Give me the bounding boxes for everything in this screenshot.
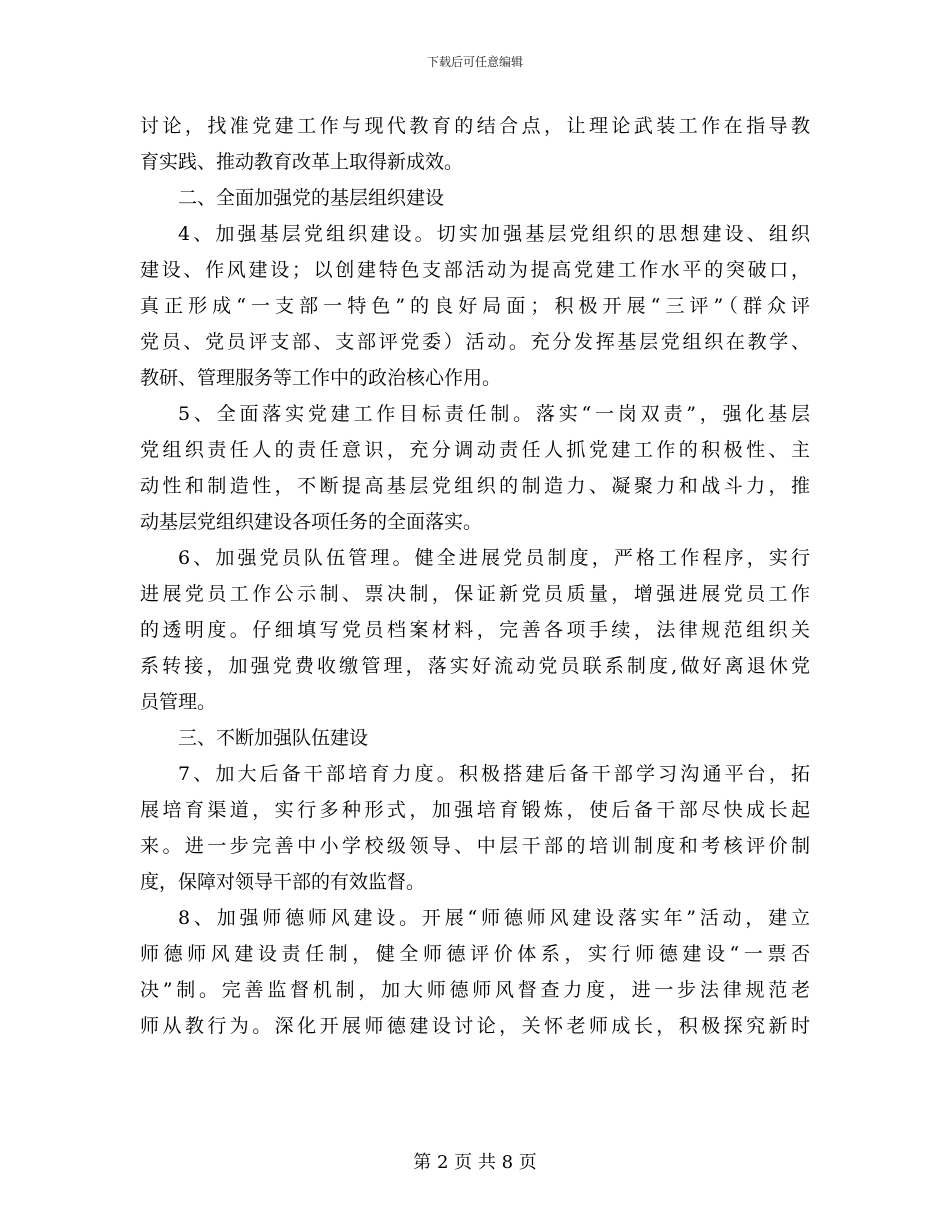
text-line: 动基层党组织建设各项任务的全面落实。 xyxy=(140,511,483,533)
text-line: 8、加强师德师风建设。开展“师德师风建设落实年”活动，建立 xyxy=(178,907,810,929)
document-body xyxy=(140,108,810,1044)
text-line: 动性和制造性，不断提高基层党组织的制造力、凝聚力和战斗力，推 xyxy=(140,475,810,497)
page-number-footer: 第 2 页 共 8 页 xyxy=(413,1152,537,1173)
text-line: 展培育渠道，实行多种形式，加强培育锻炼，使后备干部尽快成长起 xyxy=(140,799,810,821)
text-line: 员管理。 xyxy=(140,691,217,713)
text-line: 7、加大后备干部培育力度。积极搭建后备干部学习沟通平台，拓 xyxy=(178,763,810,785)
section-heading: 二、全面加强党的基层组织建设 xyxy=(178,187,445,209)
text-line: 度，保障对领导干部的有效监督。 xyxy=(140,871,426,893)
text-line: 教研、管理服务等工作中的政治核心作用。 xyxy=(140,367,502,389)
text-line: 党组织责任人的责任意识，充分调动责任人抓党建工作的积极性、主 xyxy=(140,439,810,461)
text-line: 师从教行为。深化开展师德建设讨论，关怀老师成长，积极探究新时 xyxy=(140,1015,810,1037)
text-line: 4、加强基层党组织建设。切实加强基层党组织的思想建设、组织 xyxy=(178,223,810,245)
text-line: 师德师风建设责任制，健全师德评价体系，实行师德建设“一票否 xyxy=(140,943,810,965)
text-line: 6、加强党员队伍管理。健全进展党员制度，严格工作程序，实行 xyxy=(178,547,810,569)
text-line: 党员、党员评支部、支部评党委）活动。充分发挥基层党组织在教学、 xyxy=(140,331,810,353)
text-line: 系转接，加强党费收缴管理，落实好流动党员联系制度,做好离退休党 xyxy=(140,655,810,677)
text-line: 真正形成“一支部一特色”的良好局面；积极开展“三评”（群众评 xyxy=(140,295,810,317)
text-line: 进展党员工作公示制、票决制，保证新党员质量，增强进展党员工作 xyxy=(140,583,810,605)
text-line: 育实践、推动教育改革上取得新成效。 xyxy=(140,151,464,173)
text-line: 的透明度。仔细填写党员档案材料，完善各项手续，法律规范组织关 xyxy=(140,619,810,641)
text-line: 来。进一步完善中小学校级领导、中层干部的培训制度和考核评价制 xyxy=(140,835,810,857)
page-header: 下载后可任意编辑 xyxy=(426,55,523,69)
text-line: 讨论，找准党建工作与现代教育的结合点，让理论武装工作在指导教 xyxy=(140,115,810,137)
text-line: 决”制。完善监督机制，加大师德师风督查力度，进一步法律规范老 xyxy=(140,979,810,1001)
text-line: 5、全面落实党建工作目标责任制。落实“一岗双责”，强化基层 xyxy=(178,403,810,425)
section-heading: 三、不断加强队伍建设 xyxy=(178,727,369,749)
text-line: 建设、作风建设；以创建特色支部活动为提高党建工作水平的突破口， xyxy=(140,259,810,281)
